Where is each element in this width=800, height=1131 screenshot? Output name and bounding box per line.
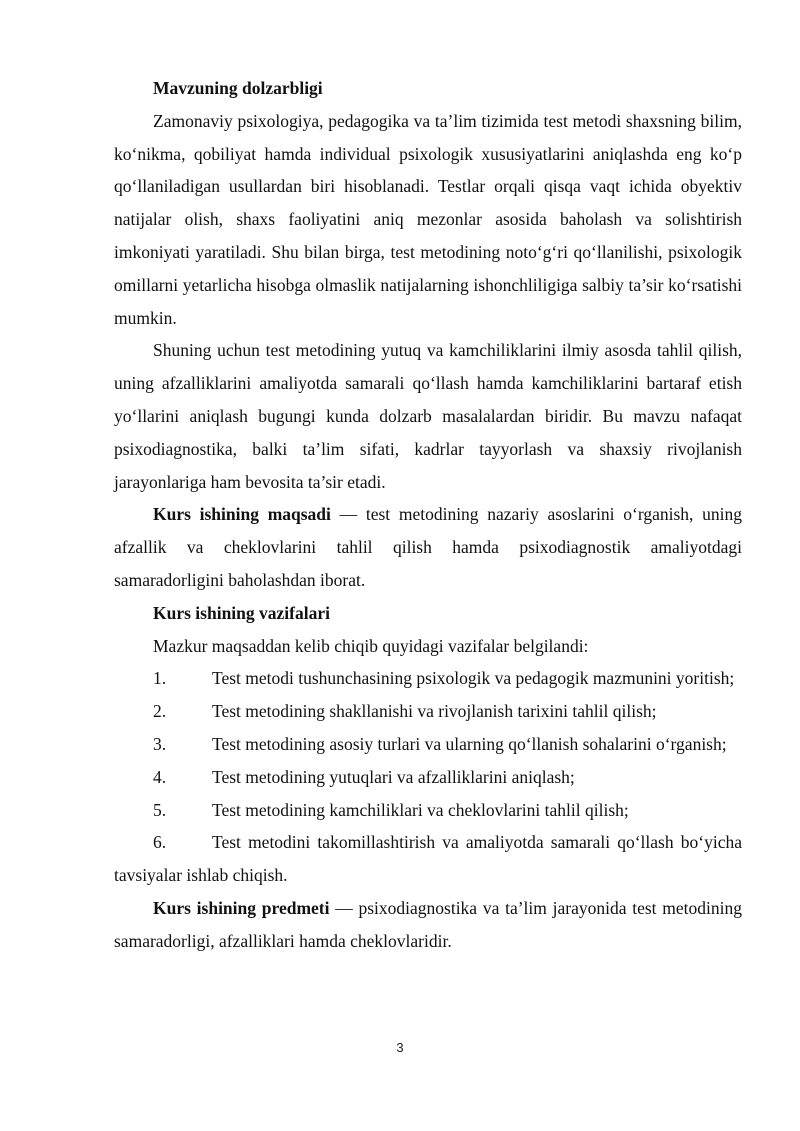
list-item-text: Test metodini takomillashtirish va amaliyotda samarali qo‘llash bo‘yicha tavsiyalar ishlab chiqish. bbox=[114, 832, 742, 886]
list-item-number: 2. bbox=[153, 701, 167, 722]
list-item-text: Test metodining shakllanishi va rivojlanish tarixini tahlil qilish; bbox=[212, 701, 657, 722]
list-item-number: 5. bbox=[153, 799, 167, 820]
document-page bbox=[114, 72, 742, 958]
list-item bbox=[114, 761, 742, 794]
list-item bbox=[114, 695, 742, 728]
tasks-title: Kurs ishining vazifalari bbox=[153, 602, 330, 623]
paragraph-relevance-2: Shuning uchun test metodining yutuq va kamchiliklarini ilmiy asosda tahlil qilish, uning afzalliklarini amaliyotda samarali qo‘llash hamda kamchiliklarini bartaraf etish yo‘llarini aniqlash bugungi kunda dolzarb masalalardan biridir. Bu mavzu nafaqat psixodiagnostika, balki ta’lim sifati, kadrlar tayyorlash va shaxsiy rivojlanish jarayonlariga ham bevosita ta’sir etadi. bbox=[114, 340, 742, 492]
list-item-number: 3. bbox=[153, 733, 167, 754]
subject-text: — psixodiagnostika va ta’lim jarayonida test metodining samaradorligi, afzalliklari hamda cheklovlaridir. bbox=[114, 897, 742, 951]
goal-paragraph bbox=[114, 498, 742, 596]
subject-paragraph bbox=[114, 892, 742, 958]
list-item bbox=[114, 794, 742, 827]
goal-label: Kurs ishining maqsadi bbox=[153, 504, 331, 525]
list-item-text: Test metodi tushunchasining psixologik va pedagogik mazmunini yoritish; bbox=[212, 668, 735, 689]
list-item-number: 4. bbox=[153, 766, 167, 787]
tasks-list bbox=[114, 662, 742, 892]
tasks-intro: Mazkur maqsaddan kelib chiqib quyidagi vazifalar belgilandi: bbox=[153, 635, 589, 656]
list-item bbox=[114, 728, 742, 761]
paragraph-relevance-1: Zamonaviy psixologiya, pedagogika va ta’lim tizimida test metodi shaxsning bilim, ko‘nikma, qobiliyat hamda individual psixologik xususiyatlarini aniqlashda eng ko‘p qo‘llaniladigan usullardan biri hisoblanadi. Testlar orqali qisqa vaqt ichida obyektiv natijalar olish, shaxs faoliyatini aniq mezonlar asosida baholash va solishtirish imkoniyati yaratiladi. Shu bilan birga, test metodining noto‘g‘ri qo‘llanilishi, psixologik omillarni yetarlicha hisobga olmaslik natijalarning ishonchliligiga salbiy ta’sir ko‘rsatishi mumkin. bbox=[114, 110, 742, 328]
list-item bbox=[114, 826, 742, 892]
subject-label: Kurs ishining predmeti bbox=[153, 897, 330, 918]
list-item-number: 1. bbox=[153, 668, 167, 689]
list-item-text: Test metodining kamchiliklari va cheklovlarini tahlil qilish; bbox=[212, 799, 629, 820]
list-item-text: Test metodining asosiy turlari va ularning qo‘llanish sohalarini o‘rganish; bbox=[212, 733, 727, 754]
goal-text: — test metodining nazariy asoslarini o‘rganish, uning afzallik va cheklovlarini tahlil qilish hamda psixodiagnostik amaliyotdagi samaradorligini baholashdan iborat. bbox=[114, 504, 742, 590]
page-number: 3 bbox=[396, 1040, 404, 1055]
list-item-text: Test metodining yutuqlari va afzalliklarini aniqlash; bbox=[212, 766, 575, 787]
list-item bbox=[114, 662, 742, 695]
section-title: Mavzuning dolzarbligi bbox=[153, 78, 323, 98]
list-item-number: 6. bbox=[153, 832, 167, 853]
